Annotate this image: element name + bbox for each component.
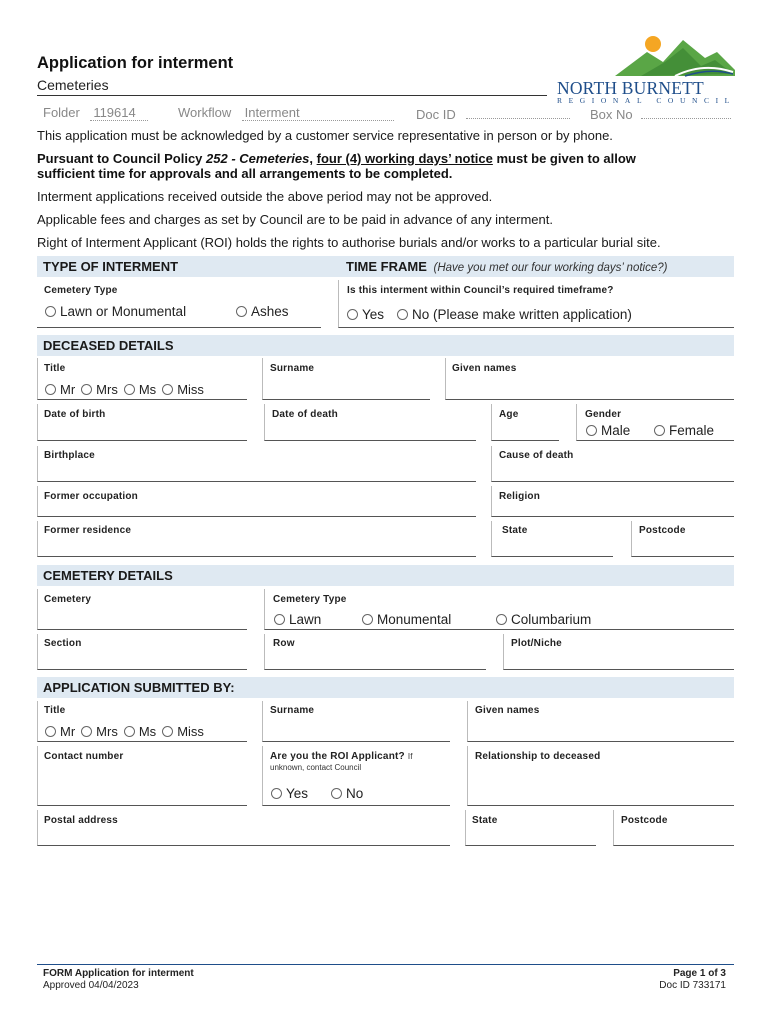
logo-name: NORTH BURNETT	[557, 78, 704, 98]
radio-icon[interactable]	[81, 726, 92, 737]
section-title-type: TYPE OF INTERMENT	[43, 259, 179, 274]
footer-page: Page 1 of 3	[673, 968, 726, 979]
radio-icon[interactable]	[362, 614, 373, 625]
title-ms[interactable]: Ms	[138, 382, 157, 397]
contact-number-label: Contact number	[44, 751, 124, 762]
section-label: Section	[44, 638, 82, 649]
intro-p2-line2: sufficient time for approvals and all arrangements to be completed.	[37, 166, 453, 181]
deceased-title-options	[45, 382, 204, 397]
boxno-label: Box No	[590, 107, 633, 122]
section-title-timeframe: TIME FRAME (Have you met our four working days’ notice?)	[346, 259, 668, 274]
roi-note: unknown, contact Council	[270, 763, 362, 772]
radio-icon[interactable]	[81, 384, 92, 395]
dod-label: Date of death	[272, 409, 338, 420]
radio-icon[interactable]	[162, 726, 173, 737]
intro-p1: This application must be acknowledged by a customer service representative in person or by phone.	[37, 128, 613, 143]
deceased-title-label: Title	[44, 363, 66, 374]
row-field[interactable]	[264, 634, 486, 670]
applicant-given-names-label: Given names	[475, 705, 540, 716]
dob-label: Date of birth	[44, 409, 106, 420]
roi-question: Are you the ROI Applicant? If	[270, 751, 413, 762]
applicant-state-label: State	[472, 815, 498, 826]
occupation-label: Former occupation	[44, 491, 138, 502]
cemetery-label: Cemetery	[44, 594, 92, 605]
title-miss[interactable]: Miss	[177, 382, 204, 397]
logo-sun	[645, 36, 661, 52]
title-mrs[interactable]: Mrs	[96, 382, 118, 397]
radio-icon[interactable]	[496, 614, 507, 625]
title-mr[interactable]: Mr	[60, 382, 76, 397]
birthplace-field[interactable]	[37, 446, 476, 482]
folder-value: 119614	[90, 105, 148, 121]
age-label: Age	[499, 409, 519, 420]
docid-meta	[416, 104, 570, 124]
radio-icon[interactable]	[124, 384, 135, 395]
intro-p4: Applicable fees and charges as set by Council are to be paid in advance of any interment.	[37, 212, 553, 227]
radio-icon[interactable]	[236, 306, 247, 317]
title-ms[interactable]: Ms	[138, 724, 157, 739]
section-title-cemetery: CEMETERY DETAILS	[43, 568, 173, 583]
roi-no[interactable]: No	[331, 786, 363, 801]
footer-divider	[37, 964, 734, 965]
footer-approved: Approved 04/04/2023	[43, 980, 139, 991]
radio-icon[interactable]	[45, 306, 56, 317]
radio-icon[interactable]	[274, 614, 285, 625]
gender-female[interactable]: Female	[654, 423, 714, 438]
folder-meta	[43, 104, 148, 122]
postal-address-label: Postal address	[44, 815, 118, 826]
section-title-deceased: DECEASED DETAILS	[43, 338, 174, 353]
workflow-label: Workflow	[178, 105, 232, 120]
intro-p5: Right of Interment Applicant (ROI) holds the rights to authorise burials and/or works to a particular burial site.	[37, 235, 661, 250]
type-columbarium[interactable]: Columbarium	[496, 612, 591, 627]
timeframe-question: Is this interment within Council’s required timeframe?	[347, 285, 614, 296]
radio-icon[interactable]	[45, 726, 56, 737]
deceased-postcode-label: Postcode	[639, 525, 686, 536]
title-divider	[37, 95, 547, 96]
deceased-state-label: State	[502, 525, 528, 536]
radio-icon[interactable]	[331, 788, 342, 799]
type-monumental[interactable]: Monumental	[362, 612, 451, 627]
deceased-given-names-label: Given names	[452, 363, 517, 374]
radio-icon[interactable]	[654, 425, 665, 436]
workflow-value: Interment	[242, 105, 394, 121]
radio-icon[interactable]	[586, 425, 597, 436]
gender-male[interactable]: Male	[586, 423, 630, 438]
birthplace-label: Birthplace	[44, 450, 95, 461]
radio-icon[interactable]	[45, 384, 56, 395]
applicant-title-options	[45, 724, 204, 739]
applicant-title-label: Title	[44, 705, 66, 716]
option-lawn-or-monumental[interactable]: Lawn or Monumental	[45, 304, 186, 319]
roi-yes[interactable]: Yes	[271, 786, 308, 801]
applicant-postcode-label: Postcode	[621, 815, 668, 826]
cemetery-type-detail-label: Cemetery Type	[273, 594, 347, 605]
radio-icon[interactable]	[124, 726, 135, 737]
residence-label: Former residence	[44, 525, 132, 536]
timeframe-no[interactable]: No (Please make written application)	[397, 307, 632, 322]
deceased-surname-label: Surname	[270, 363, 315, 374]
title-miss[interactable]: Miss	[177, 724, 204, 739]
footer-form-name: FORM Application for interment	[43, 968, 194, 979]
radio-icon[interactable]	[271, 788, 282, 799]
cemetery-type-label: Cemetery Type	[44, 285, 118, 296]
relationship-label: Relationship to deceased	[475, 751, 601, 762]
timeframe-yes[interactable]: Yes	[347, 307, 384, 322]
radio-icon[interactable]	[397, 309, 408, 320]
row-label: Row	[273, 638, 295, 649]
intro-p3: Interment applications received outside the above period may not be approved.	[37, 189, 493, 204]
radio-icon[interactable]	[347, 309, 358, 320]
radio-icon[interactable]	[162, 384, 173, 395]
title-mrs[interactable]: Mrs	[96, 724, 118, 739]
cause-of-death-label: Cause of death	[499, 450, 574, 461]
intro-p2: Pursuant to Council Policy 252 - Cemeteries, four (4) working days’ notice must be given to allow	[37, 151, 636, 166]
option-ashes[interactable]: Ashes	[236, 304, 289, 319]
applicant-surname-label: Surname	[270, 705, 315, 716]
religion-label: Religion	[499, 491, 541, 502]
page-subtitle: Cemeteries	[37, 77, 109, 93]
workflow-meta	[178, 104, 394, 122]
logo-subtitle: REGIONAL COUNCIL	[557, 96, 736, 105]
section-title-applicant: APPLICATION SUBMITTED BY:	[43, 680, 235, 695]
folder-label: Folder	[43, 105, 80, 120]
plot-label: Plot/Niche	[511, 638, 562, 649]
title-mr[interactable]: Mr	[60, 724, 76, 739]
page-title: Application for interment	[37, 54, 234, 72]
gender-label: Gender	[585, 409, 622, 420]
footer-docid: Doc ID 733171	[659, 980, 726, 991]
docid-label: Doc ID	[416, 107, 456, 122]
type-lawn[interactable]: Lawn	[274, 612, 321, 627]
